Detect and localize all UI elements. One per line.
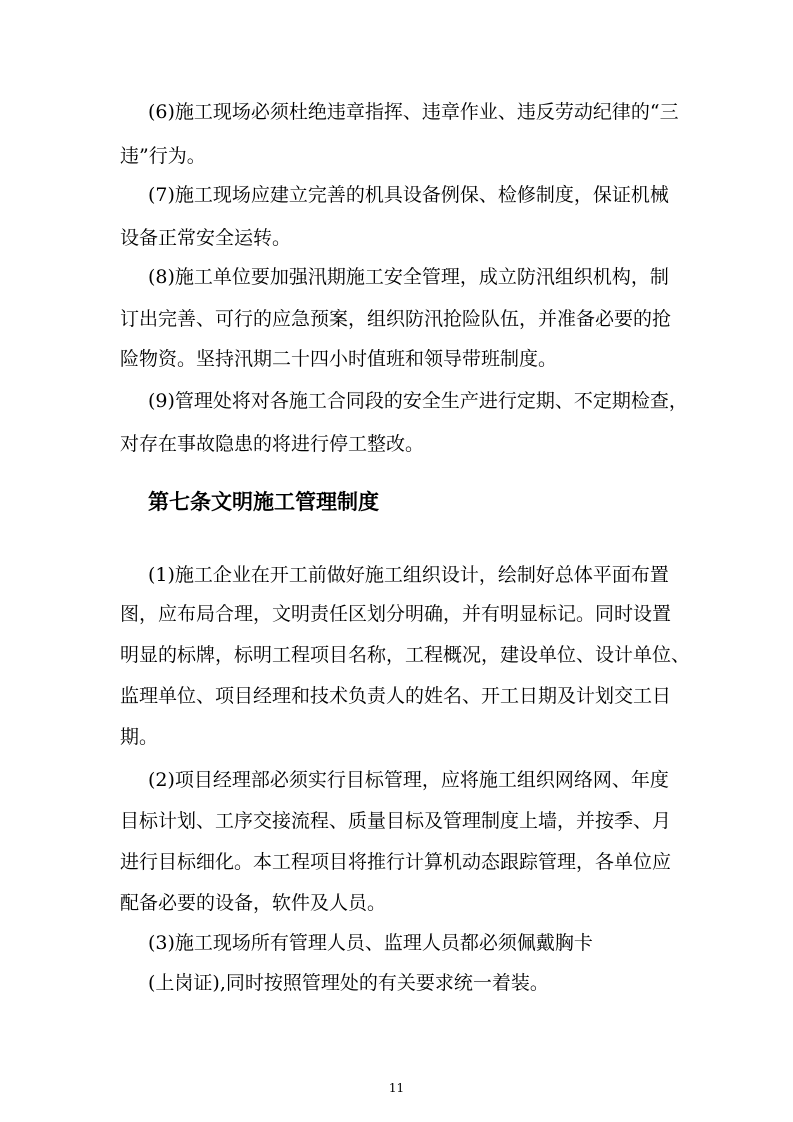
section-paragraph-1-line-5: 期。 [120,726,159,748]
paragraph-8-line-2: 订出完善、可行的应急预案，组织防汛抢险队伍，并准备必要的抢 [120,308,672,330]
paragraph-9-line-1: (9)管理处将对各施工合同段的安全生产进行定期、不定期检查， [148,390,688,412]
paragraph-8-line-3: 险物资。坚持汛期二十四小时值班和领导带班制度。 [120,348,558,370]
section-paragraph-1-line-2: 图，应布局合理，文明责任区划分明确，并有明显标记。同时设置 [120,603,672,625]
paragraph-7-line-2: 设备正常安全运转。 [120,227,292,249]
section-paragraph-2-line-4: 配备必要的设备，软件及人员。 [120,892,387,914]
paragraph-6-line-2: 违”行为。 [120,145,206,167]
section-paragraph-3-line-1: (3)施工现场所有管理人员、监理人员都必须佩戴胸卡 [148,932,593,954]
section-paragraph-2-line-2: 目标计划、工序交接流程、质量目标及管理制度上墙，并按季、月 [120,810,672,832]
paragraph-6-line-1: (6)施工现场必须杜绝违章指挥、违章作业、违反劳动纪律的“三 [148,101,679,123]
section-heading: 第七条文明施工管理制度 [148,490,379,514]
section-paragraph-1-line-3: 明显的标牌，标明工程项目名称，工程概况，建设单位、设计单位、 [120,644,691,666]
page-number: 11 [388,1081,405,1095]
paragraph-7-line-1: (7)施工现场应建立完善的机具设备例保、检修制度，保证机械 [148,184,669,206]
section-paragraph-2-line-3: 进行目标细化。本工程项目将推行计算机动态跟踪管理，各单位应 [120,851,672,873]
section-paragraph-2-line-1: (2)项目经理部必须实行目标管理，应将施工组织网络网、年度 [148,769,669,791]
section-paragraph-1-line-4: 监理单位、项目经理和技术负责人的姓名、开工日期及计划交工日 [120,685,672,707]
paragraph-9-line-2: 对存在事故隐患的将进行停工整改。 [120,433,425,455]
section-paragraph-1-line-1: (1)施工企业在开工前做好施工组织设计，绘制好总体平面布置 [148,564,669,586]
paragraph-8-line-1: (8)施工单位要加强汛期施工安全管理，成立防汛组织机构，制 [148,266,669,288]
section-paragraph-3-line-2: (上岗证),同时按照管理处的有关要求统一着装。 [148,972,549,994]
